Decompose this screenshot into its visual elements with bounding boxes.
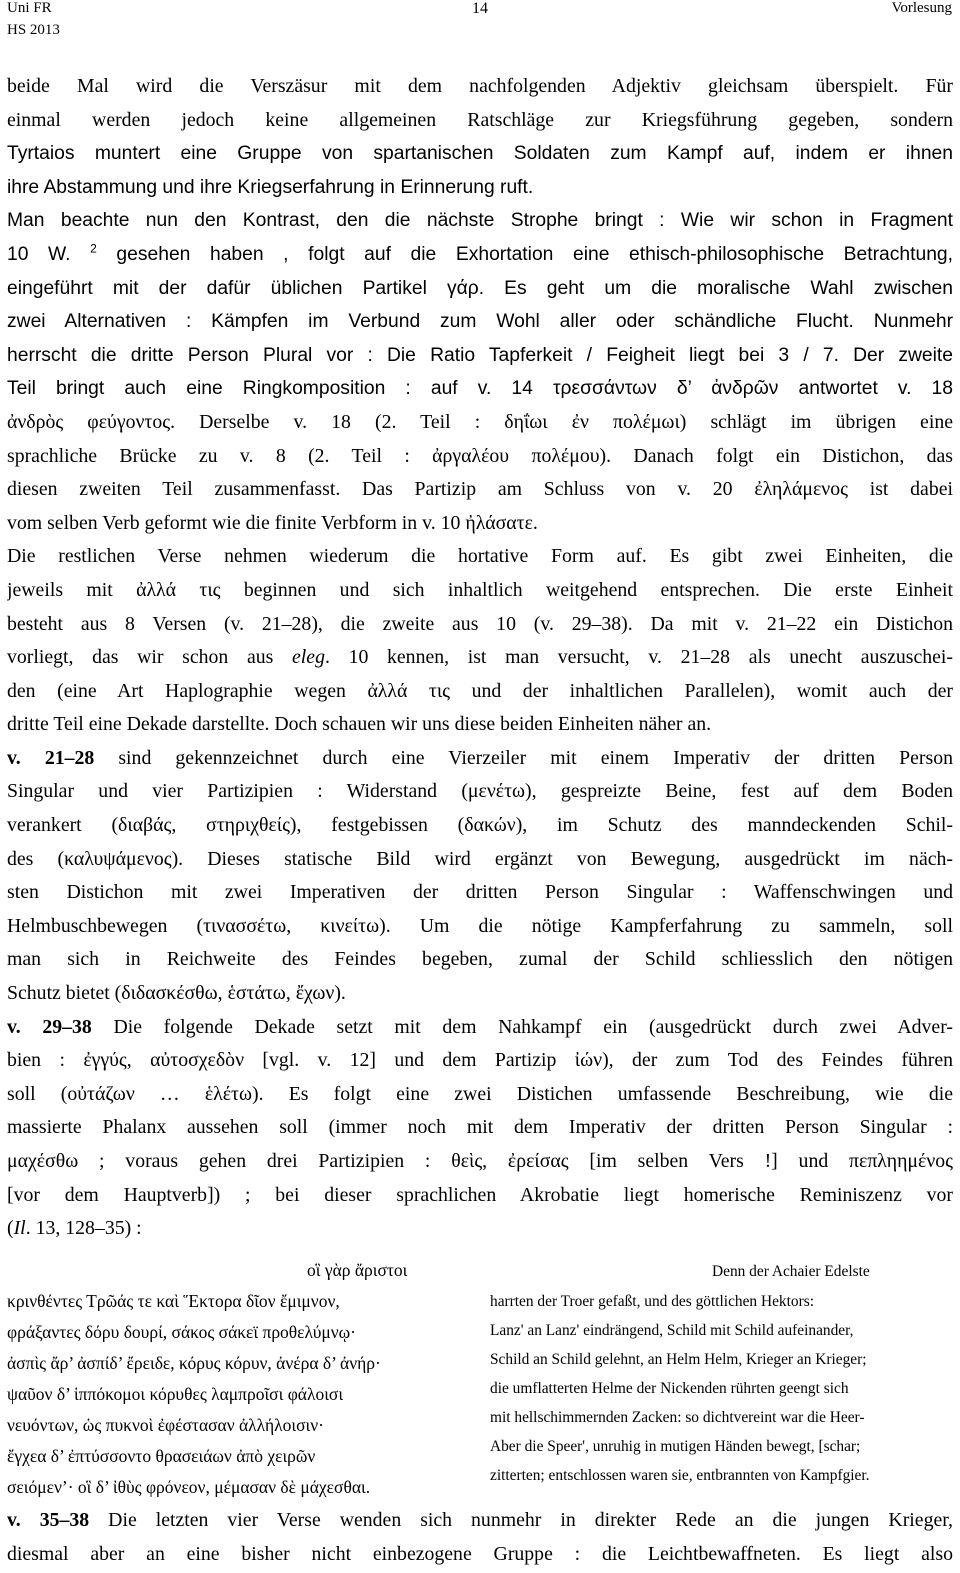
translation-line: Lanz' an Lanz' eindrängend, Schild mit Schild aufeinander, xyxy=(490,1322,854,1339)
text-fragment: vorliegt, das wir schon aus xyxy=(7,646,274,669)
text-line: Singular und vier Partizipien : Widerstand (μενέτω), gespreizte Beine, fest auf dem Boden xyxy=(7,780,953,803)
text-line: man sich in Reichweite des Feindes begeben, zumal der Schild schliesslich den nötigen xyxy=(7,948,953,971)
text-line: verankert (διαβάς, στηριχθείς), festgebissen (δακών), im Schutz des manndeckenden Schil- xyxy=(7,814,953,837)
greek-title: οἳ γὰρ ἄριστοι xyxy=(307,1260,408,1280)
text-line: besteht aus 8 Versen (v. 21–28), die zweite aus 10 (v. 29–38). Da mit v. 21–22 ein Distichon xyxy=(7,612,953,635)
greek-line: νευόντων, ὡς πυκνοὶ ἐφέστασαν ἀλλήλοισιν· xyxy=(7,1415,324,1435)
text-line: sten Distichon mit zwei Imperativen der dritten Person Singular : Waffenschwingen und xyxy=(7,881,953,904)
greek-line: ἀσπὶς ἄρ’ ἀσπίδ’ ἔρειδε, κόρυς κόρυν, ἀνέρα δ’ ἀνήρ· xyxy=(7,1353,381,1373)
header-university: Uni FR xyxy=(7,0,52,16)
text-line: eingeführt mit der dafür üblichen Partikel γάρ. Es geht um die moralische Wahl zwischen xyxy=(7,277,953,299)
greek-line: ψαῦον δ’ ἱππόκομοι κόρυθες λαμπροῖσι φάλοισι xyxy=(7,1384,344,1404)
text-line: diesen zweiten Teil zusammenfasst. Das Partizip am Schluss von v. 20 ἐληλάμενος ist dabei xyxy=(7,478,953,501)
text-line: zwei Alternativen : Kämpfen im Verbund zum Wohl aller oder schändliche Flucht. Nunmehr xyxy=(7,311,953,333)
text-line xyxy=(7,641,953,675)
text-fragment: ( xyxy=(7,1217,14,1240)
text-line xyxy=(7,742,953,776)
text-line: soll (οὐτάζων … ἑλέτω). Es folgt eine zwei Distichen umfassende Beschreibung, wie die xyxy=(7,1082,953,1105)
translation-line: Schild an Schild gelehnt, an Helm Helm, Krieger an Krieger; xyxy=(490,1351,867,1368)
text-line: Teil bringt auch eine Ringkomposition : auf v. 14 τρεσσάντων δ’ ἀνδρῶν antwortet v. 18 xyxy=(7,378,953,400)
header-course-type: Vorlesung xyxy=(891,0,952,16)
text-line: jeweils mit ἀλλά τις beginnen und sich inhaltlich weitgehend entsprechen. Die erste Einheit xyxy=(7,578,953,601)
text-line xyxy=(7,238,953,272)
translation-line: harrten der Troer gefaßt, und des göttlichen Hektors: xyxy=(490,1293,814,1310)
homer-quotation xyxy=(0,1260,960,1497)
text-line xyxy=(7,1011,953,1045)
text-line: ἀνδρὸς φεύγοντος. Derselbe v. 18 (2. Teil : δηΐωι ἐν πολέμωι) schlägt im übrigen eine xyxy=(7,410,953,433)
text-line: Schutz bietet (διδασκέσθω, ἑστάτω, ἔχων). xyxy=(7,982,346,1005)
translation-line: mit hellschimmernden Zacken: so dichtvereint war die Heer- xyxy=(490,1409,865,1426)
text-line: herrscht die dritte Person Plural vor : Die Ratio Tapferkeit / Feigheit liegt bei 3 / 7. Der zweite xyxy=(7,344,953,366)
text-line: des (καλυψάμενος). Dieses statische Bild wird ergänzt von Bewegung, ausgedrückt im näch- xyxy=(7,847,953,870)
text-line: bien : ἐγγύς, αὐτοσχεδὸν [vgl. v. 12] und dem Partizip ἰών), der zum Tod des Feindes führen xyxy=(7,1049,953,1072)
abbreviation-italic: Il xyxy=(13,1217,26,1240)
text-line: μαχέσθω ; voraus gehen drei Partizipien : θεὶς, ἐρείσας [im selben Vers !] und πεπληημένος xyxy=(7,1150,953,1172)
text-line: den (eine Art Haplographie wegen ἀλλά τις und der inhaltlichen Parallelen), womit auch der xyxy=(7,679,953,702)
greek-line: σειόμεν’· οἳ δ’ ἰθὺς φρόνεον, μέμασαν δὲ μάχεσθαι. xyxy=(7,1477,371,1497)
text-line: vom selben Verb geformt wie die finite Verbform in v. 10 ἠλάσατε. xyxy=(7,511,538,534)
header-semester: HS 2013 xyxy=(7,22,60,38)
text-fragment: Die folgende Dekade setzt mit dem Nahkampf ein (ausgedrückt durch zwei Adver- xyxy=(113,1015,953,1038)
text-line xyxy=(7,1212,953,1246)
footnote-marker: 2 xyxy=(90,241,97,256)
page-number: 14 xyxy=(472,0,488,17)
text-line: Helmbuschbewegen (τινασσέτω, κινείτω). Um die nötige Kampferfahrung zu sammeln, soll xyxy=(7,914,953,937)
translation-line: die umflatterten Helme der Nickenden rührten geengt sich xyxy=(490,1380,849,1397)
main-text xyxy=(7,70,953,1246)
verse-range-heading: v. 35–38 xyxy=(7,1509,90,1531)
text-line: massierte Phalanx aussehen soll (immer noch mit dem Imperativ der dritten Person Singular : xyxy=(7,1116,953,1139)
greek-line: φράξαντες δόρυ δουρί, σάκος σάκεϊ προθελύμνῳ· xyxy=(7,1322,357,1342)
translation-line: Aber die Speer', unruhig in mutigen Händen bewegt, [schar; xyxy=(490,1438,861,1455)
text-fragment: gesehen haben , folgt auf die Exhortation eine ethisch-philosophische Betrachtung, xyxy=(116,243,953,265)
translation-line: zitterten; entschlossen waren sie, entbrannten von Kampfgier. xyxy=(490,1467,870,1484)
text-line: beide Mal wird die Verszäsur mit dem nachfolgenden Adjektiv gleichsam überspielt. Für xyxy=(7,75,953,97)
text-fragment: sind gekennzeichnet durch eine Vierzeiler mit einem Imperativ der dritten Person xyxy=(118,746,953,769)
text-line: sprachliche Brücke zu v. 8 (2. Teil : ἀργαλέου πολέμου). Danach folgt ein Distichon, das xyxy=(7,444,953,467)
text-line: [vor dem Hauptverb]) ; bei dieser sprachlichen Akrobatie liegt homerische Reminiszenz vor xyxy=(7,1183,953,1206)
closing-text xyxy=(7,1504,953,1571)
page-header xyxy=(0,0,960,44)
text-line: Man beachte nun den Kontrast, den die nächste Strophe bringt : Wie wir schon in Fragment xyxy=(7,210,953,232)
text-line: einmal werden jedoch keine allgemeinen Ratschläge zur Kriegsführung gegeben, sondern xyxy=(7,108,953,131)
text-line: Tyrtaios muntert eine Gruppe von spartanischen Soldaten zum Kampf auf, indem er ihnen xyxy=(7,143,953,165)
text-line xyxy=(7,1504,953,1538)
german-title: Denn der Achaier Edelste xyxy=(712,1263,870,1280)
verse-range-heading: v. 29–38 xyxy=(7,1015,92,1038)
abbreviation-italic: eleg xyxy=(292,646,325,669)
text-line: diesmal aber an eine bisher nicht einbezogene Gruppe : die Leichtbewaffneten. Es liegt also xyxy=(7,1542,953,1565)
text-fragment: . 10 kennen, ist man versucht, v. 21–28 als unecht auszuschei- xyxy=(324,646,953,669)
greek-line: ἔγχεα δ’ ἐπτύσσοντο θρασειάων ἀπὸ χειρῶν xyxy=(7,1446,316,1466)
verse-range-heading: v. 21–28 xyxy=(7,746,95,769)
text-line: dritte Teil eine Dekade darstellte. Doch schauen wir uns diese beiden Einheiten näher an. xyxy=(7,713,712,736)
text-fragment: Die letzten vier Verse wenden sich nunmehr in direkter Rede an die jungen Krieger, xyxy=(108,1509,953,1531)
text-fragment: . 13, 128–35) : xyxy=(25,1217,142,1240)
text-fragment: 10 W. xyxy=(7,243,71,265)
text-line: Die restlichen Verse nehmen wiederum die hortative Form auf. Es gibt zwei Einheiten, die xyxy=(7,545,953,568)
greek-line: κρινθέντες Τρῶάς τε καὶ Ἕκτορα δῖον ἔμιμνον, xyxy=(7,1291,340,1311)
text-line: ihre Abstammung und ihre Kriegserfahrung in Erinnerung ruft. xyxy=(7,176,534,198)
